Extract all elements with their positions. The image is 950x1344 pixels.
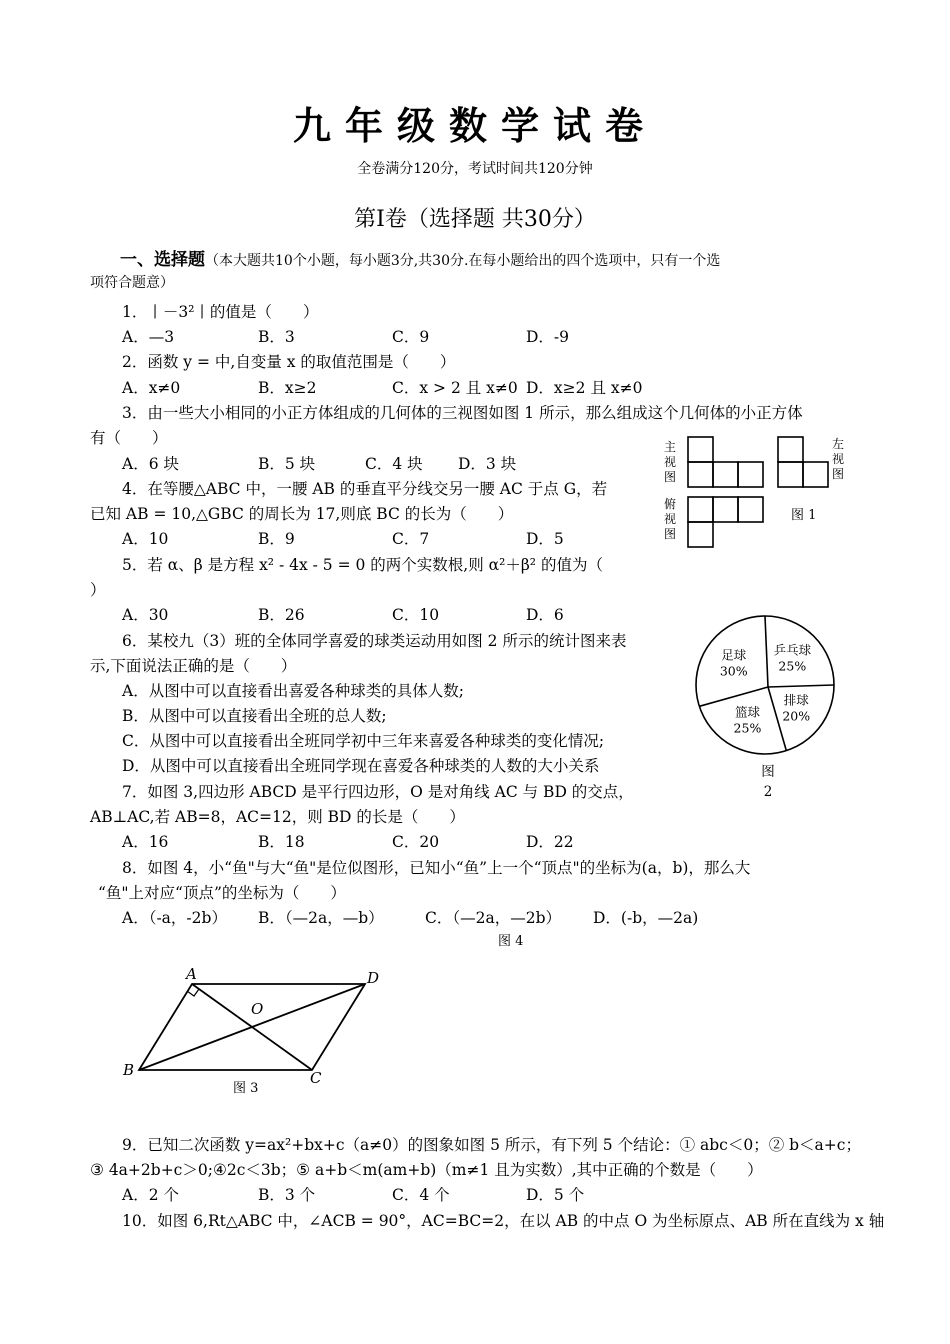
q3-option-d: D．3 块: [458, 455, 517, 473]
q7-option-c: C．20: [392, 833, 440, 851]
q1-option-a: A．—3: [122, 328, 175, 346]
q8-stem-2: “鱼"上对应“顶点”的坐标为（ ）: [98, 884, 346, 902]
q9-stem-1: 9．已知二次函数 y=ax²+bx+c（a≠0）的图象如图 5 所示，有下列 5 个结论：① abc＜0；② b＜a+c；: [122, 1136, 861, 1154]
q3-option-a: A．6 块: [122, 455, 179, 473]
q3-option-c: C．4 块: [365, 455, 423, 473]
q7-option-a: A．16: [122, 833, 169, 851]
pie-slice-divider: [699, 687, 768, 706]
q5-stem-1: 5．若 α、β 是方程 x² - 4x - 5 = 0 的两个实数根,则 α²＋β² 的值为（: [122, 556, 603, 574]
part-instructions-1: （本大题共10个小题，每小题3分,共30分.在每小题给出的四个选项中，只有一个选: [205, 253, 721, 269]
fig1-caption: 图 1: [791, 508, 817, 523]
fig1-left-label-1: 左: [832, 437, 845, 451]
q6-stem-2: 示,下面说法正确的是（ ）: [90, 657, 297, 675]
figure-1-three-views: [655, 430, 855, 555]
fig1-front-label-1: 主: [664, 440, 677, 454]
q8-option-a: A．（-a，-2b）: [122, 909, 227, 927]
label-a: A: [186, 965, 197, 983]
q3-stem-1: 3．由一些大小相同的小正方体组成的几何体的三视图如图 1 所示，那么组成这个几何体的小正方体: [122, 404, 803, 422]
q2-option-d: D．x≥2 且 x≠0: [526, 379, 643, 397]
q5-option-d: D．6: [526, 606, 564, 624]
q9-option-b: B．3 个: [258, 1186, 316, 1204]
pie-slice-divider: [768, 685, 834, 687]
q7-option-b: B．18: [258, 833, 305, 851]
fig1-top-label-2: 视: [664, 512, 677, 526]
q8-option-d: D．(-b，—2a): [593, 909, 699, 927]
pie-slice-label: 篮球: [734, 704, 760, 720]
q4-option-b: B．9: [258, 530, 295, 548]
q7-stem-1: 7．如图 3,四边形 ABCD 是平行四边形，O 是对角线 AC 与 BD 的交点，: [122, 783, 634, 801]
q6-option-b: B．从图中可以直接看出全班的总人数;: [122, 707, 387, 725]
q7-option-d: D．22: [526, 833, 574, 851]
pie-slice-divider: [765, 616, 768, 687]
q8-option-c: C．（—2a，—2b）: [425, 909, 561, 927]
pie-slice-label: 排球: [783, 692, 809, 708]
fig1-left-label-2: 视: [832, 452, 845, 466]
q8-stem-1: 8．如图 4，小“鱼"与大“鱼"是位似图形，已知小“鱼”上一个“顶点"的坐标为(a，b)，那么大: [122, 859, 751, 877]
q4-option-a: A．10: [122, 530, 169, 548]
pie-slice-label: 乒乓球: [773, 642, 812, 658]
label-c: C: [310, 1069, 322, 1087]
q4-stem-1: 4．在等腰△ABC 中，一腰 AB 的垂直平分线交另一腰 AC 于点 G，若: [122, 480, 608, 498]
fig3-caption: 图 3: [233, 1081, 259, 1096]
label-b: B: [123, 1061, 135, 1079]
q9-option-a: A．2 个: [122, 1186, 179, 1204]
label-d: D: [367, 969, 380, 987]
q5-option-a: A．30: [122, 606, 169, 624]
page-title: 九年级数学试卷: [292, 104, 657, 148]
q2-stem: 2．函数 y = 中,自变量 x 的取值范围是（ ）: [122, 353, 456, 371]
q9-stem-2: ③ 4a+2b+c＞0;④2c＜3b；⑤ a+b＜m(am+b)（m≠1 且为实数）,其中正确的个数是（ ）: [90, 1161, 763, 1179]
q2-option-c: C．x > 2 且 x≠0: [392, 379, 518, 397]
q7-stem-2: AB⊥AC,若 AB=8，AC=12，则 BD 的长是（ ）: [90, 808, 465, 826]
part-heading: [120, 245, 720, 270]
q5-option-c: C．10: [392, 606, 440, 624]
fig4-caption: 图 4: [498, 934, 524, 949]
q2-option-b: B．x≥2: [258, 379, 317, 397]
q9-option-d: D．5 个: [526, 1186, 585, 1204]
q9-option-c: C．4 个: [392, 1186, 450, 1204]
pie-slice-value: 25%: [778, 658, 807, 674]
fig1-top-label-3: 图: [664, 527, 677, 541]
figure-3-parallelogram: [115, 960, 395, 1100]
q4-option-c: C．7: [392, 530, 430, 548]
label-o: O: [251, 1000, 264, 1018]
q1-stem: 1．丨－3²丨的值是（ ）: [122, 303, 319, 321]
q6-stem-1: 6．某校九（3）班的全体同学喜爱的球类运动用如图 2 所示的统计图来表: [122, 632, 627, 650]
q5-stem-2: ）: [90, 581, 106, 599]
q4-option-d: D．5: [526, 530, 564, 548]
fig2-caption-1: 图: [761, 764, 775, 780]
q1-option-d: D．-9: [526, 328, 570, 346]
q4-stem-2: 已知 AB = 10,△GBC 的周长为 17,则底 BC 的长为（ ）: [90, 505, 514, 523]
q10-stem-1: 10．如图 6,Rt△ABC 中，∠ACB = 90°，AC=BC=2，在以 AB 的中点 O 为坐标原点、AB 所在直线为 x 轴: [122, 1212, 885, 1230]
fig1-front-label-3: 图: [664, 470, 677, 484]
fig2-caption-2: 2: [763, 784, 773, 800]
fig1-top-label-1: 俯: [664, 497, 677, 511]
subtitle: 全卷满分120分，考试时间共120分钟: [357, 161, 593, 177]
section-title: 第Ⅰ卷（选择题 共30分）: [354, 207, 596, 232]
q6-option-d: D．从图中可以直接看出全班同学现在喜爱各种球类的人数的大小关系: [122, 757, 600, 775]
q3-option-b: B．5 块: [258, 455, 316, 473]
part-heading-label: 一、选择题: [120, 250, 205, 270]
q8-option-b: B．（—2a，—b）: [258, 909, 384, 927]
diagonal-bd: [139, 984, 365, 1070]
fig1-left-label-3: 图: [832, 467, 845, 481]
q1-option-c: C．9: [392, 328, 430, 346]
fig1-front-label-2: 视: [664, 455, 677, 469]
pie-slice-value: 30%: [719, 663, 748, 679]
q3-stem-2: 有（ ）: [90, 429, 168, 447]
pie-slice-value: 25%: [733, 720, 762, 736]
q1-option-b: B．3: [258, 328, 295, 346]
q6-option-c: C．从图中可以直接看出全班同学初中三年来喜爱各种球类的变化情况;: [122, 732, 605, 750]
figure-2-pie-chart: [692, 608, 842, 808]
pie-slice-value: 20%: [782, 708, 811, 724]
q6-option-a: A．从图中可以直接看出喜爱各种球类的具体人数;: [122, 682, 464, 700]
q5-option-b: B．26: [258, 606, 305, 624]
part-instructions-2: 项符合题意）: [90, 275, 174, 291]
q2-option-a: A．x≠0: [122, 379, 181, 397]
pie-slice-label: 足球: [721, 647, 747, 663]
